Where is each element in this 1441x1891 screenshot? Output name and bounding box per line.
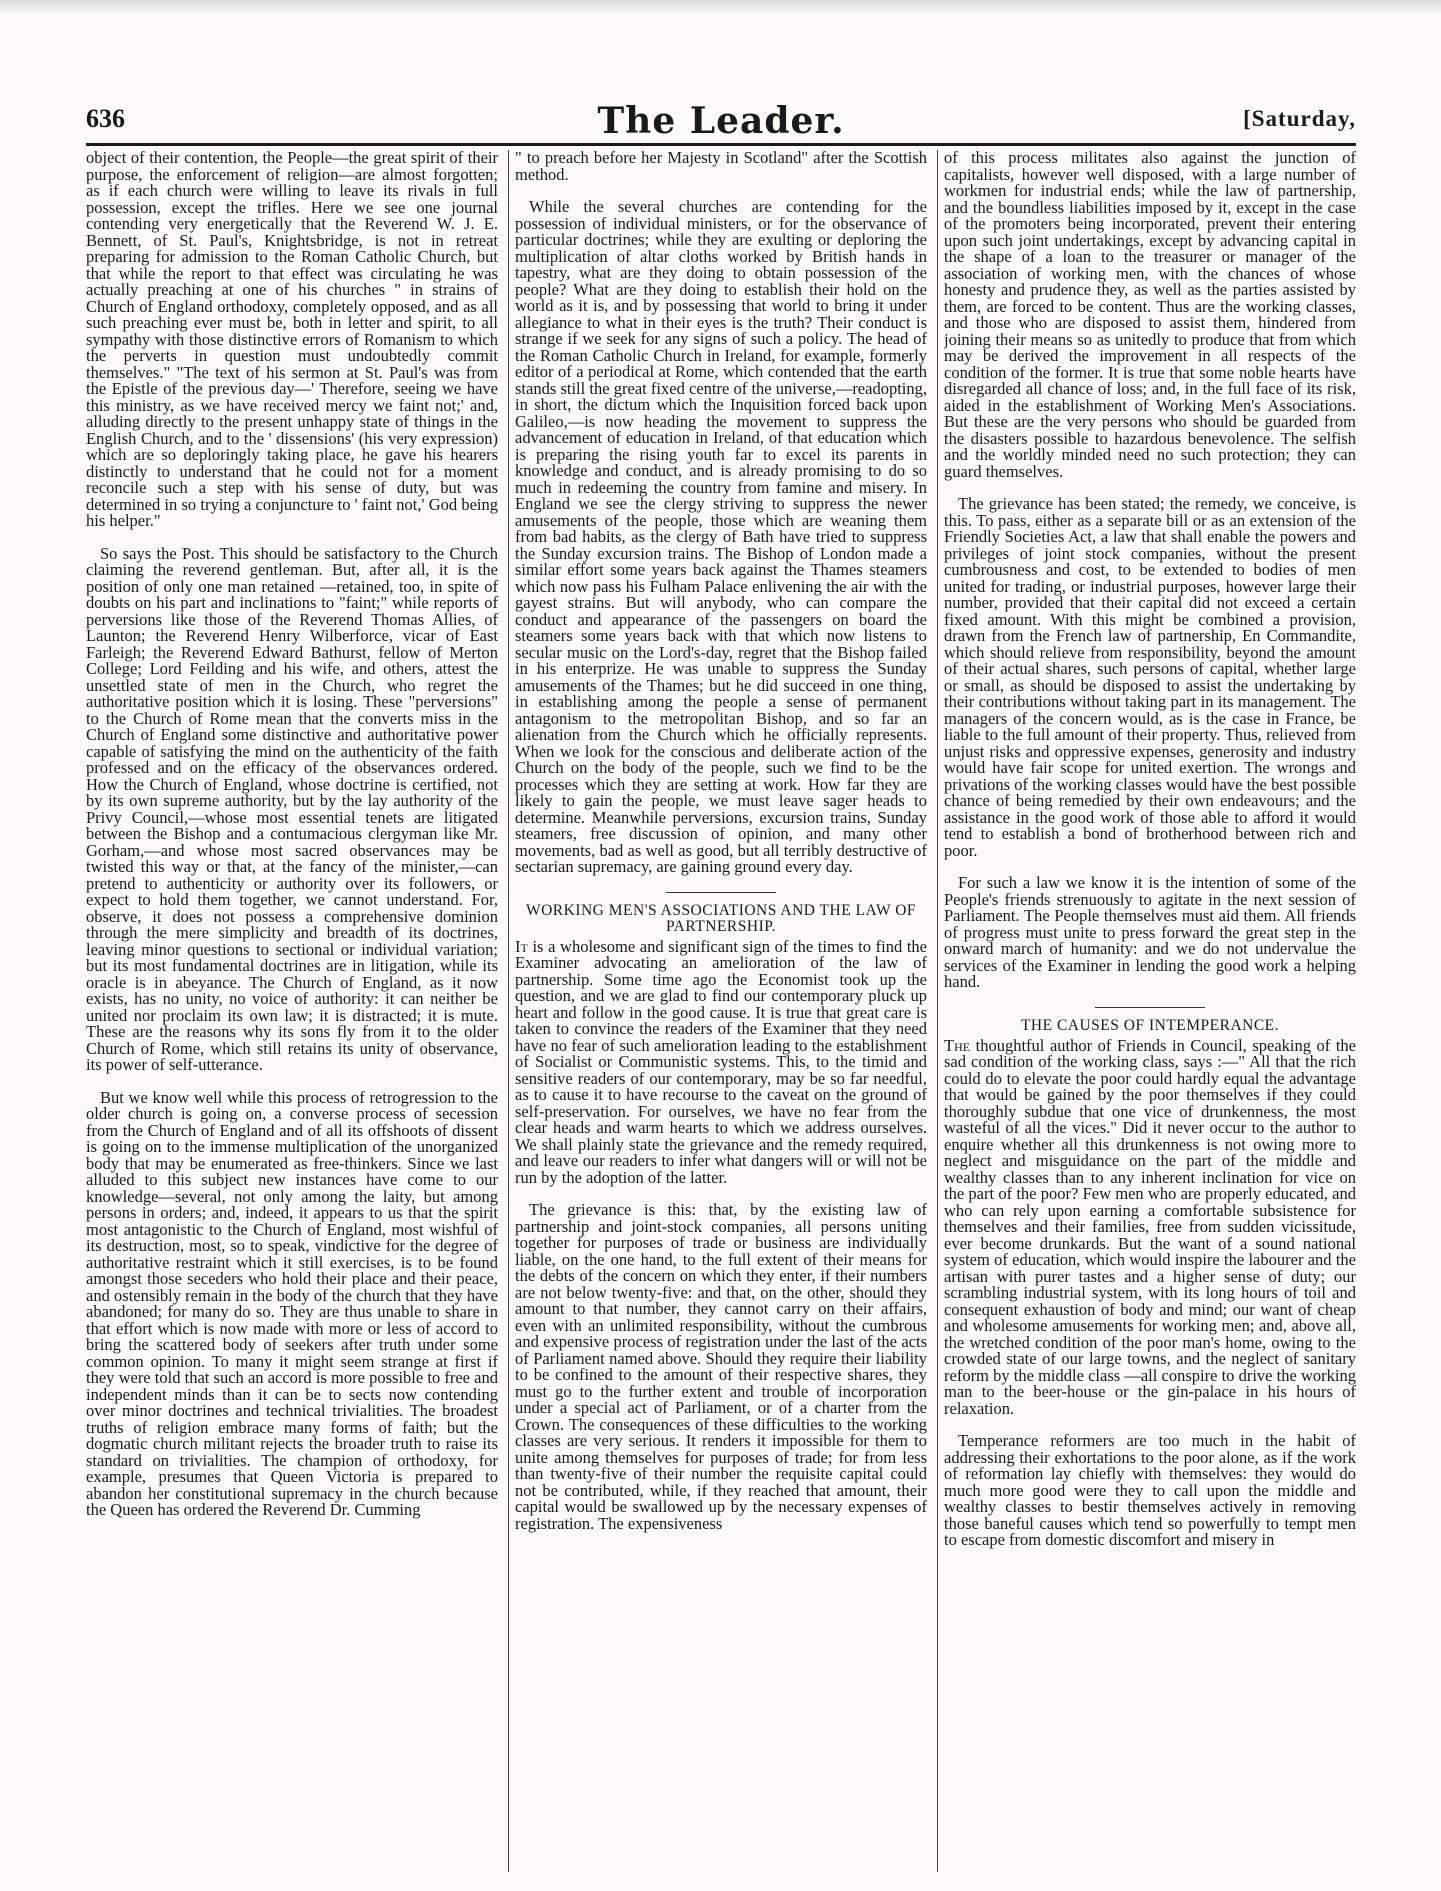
column-1	[86, 150, 498, 1872]
masthead	[86, 100, 1356, 144]
lead-word: It	[515, 936, 528, 956]
paragraph-text: is a wholesome and significant sign of the times to find the Examiner advocating an amelioration of the law of partnership. Some time ago the Economist took up the question, and we are glad to find our contemporary pluck up heart and follow in the good cause. It is true that great care is taken to convince the readers of the Examiner that they need have no fear of such amelioration leading to the establishment of Socialist or Communistic systems. This, to the timid and sensitive readers of our contemporary, may be so far needful, as to cause it to have recourse to the caveat on the ground of self-preservation. For ourselves, we have no fear from the clear heads and warm hearts to which we address ourselves. We shall plainly state the grievance and the remedy required, and leave our readers to infer what dangers will or will not be run by the adoption of the latter.	[515, 936, 927, 1187]
article-paragraph: " to preach before her Majesty in Scotland" after the Scottish method.	[515, 150, 927, 184]
article-paragraph	[944, 1035, 1356, 1418]
paragraph-text: thoughtful author of Friends in Council, speaking of the sad condition of the working class, says :—" All that the rich could do to elevate the poor could hardly equal the advantage that would be gained by the poor themselves if they could thoroughly subdue that one vice of drunkenness, the most wasteful of all the vices." Did it never occur to the author to enquire whether all this drunkenness is not owing more to neglect and misguidance on the part of the middle and wealthy classes than to any inherent inclination for vice on the part of the poor? Few men who are properly educated, and who can rely upon earning a comfortable subsistence for themselves and their families, free from sudden vicissitude, ever become drunkards. But the want of a sound national system of education, which would inspire the labourer and the artisan with purer tastes and a higher sense of duty; our scrambling industrial system, with its long hours of toil and consequent exhaustion of body and mind; our want of cheap and wholesome amusements for working men; and, above all, the wretched condition of the poor man's home, owing to the crowded state of our large towns, and the neglect of sanitary reform by the middle class —all conspire to drive the working man to the beer-house or the gin-palace in his hours of relaxation.	[944, 1035, 1356, 1418]
masthead-rule	[86, 143, 1356, 146]
article-paragraph: The grievance has been stated; the remedy, we conceive, is this. To pass, either as a separate bill or as an extension of the Friendly Societies Act, a law that shall enable the powers and privileges of joint stock companies, without the present cumbrousness and cost, to be extended to bodies of men united for trading, or industrial purposes, however large their number, provided that their capital did not exceed a certain fixed amount. With this might be combined a provision, drawn from the French law of partnership, En Commandite, which should relieve from responsibility, beyond the amount of their actual shares, such persons of capital, whether large or small, as should be disposed to assist the undertaking by their contributions without taking part in its management. The managers of the concern would, as is the case in France, be liable to the full amount of their property. Thus, relieved from unjust risks and oppressive expenses, generosity and industry would have fair scope for united exertion. The wrongs and privations of the working classes would have the best possible chance of being remedied by their own endeavours; and the assistance in the good work of those able to afford it would tend to establish a bond of brotherhood between rich and poor.	[944, 494, 1356, 860]
scan-edge-smudge	[0, 0, 1441, 16]
article-paragraph: But we know well while this process of retrogression to the older church is going on, a converse process of secession from the Church of England and of all its offshoots of dissent is going on to the immense multiplication of the unorganized body that may be enumerated as free-thinkers. Since we last alluded to this subject new instances have come to our knowledge—several, not only among the laity, but among persons in orders; and, indeed, it appears to us that the spirit most antagonistic to the Church of England, most wishful of its destruction, most, so to speak, vindictive for the degree of authoritative restraint which it still exercises, is to be found amongst those seceders who hold their place and their peace, and ostensibly remain in the body of the church that they have abandoned; for many do so. They are thus unable to share in that effort which is now made with more or less of accord to bring the scattered body of seekers after truth under some common opinion. To many it might seem strange at first if they were told that such an accord is more possible to free and independent minds than it can be to sects now contending over minor doctrines and technical trivialities. The broadest truths of religion embrace many forms of faith; but the dogmatic church militant rejects the broader truth to raise its standard on trivialities. The champion of orthodoxy, for example, presumes that Queen Victoria is prepared to abandon her constitutional supremacy in the church because the Queen has ordered the Reverend Dr. Cumming	[86, 1087, 498, 1519]
article-heading-partnership: WORKING MEN'S ASSOCIATIONS AND THE LAW OF PARTNERSHIP.	[525, 901, 917, 935]
article-paragraph: While the several churches are contending for the possession of individual ministers, or for the observance of particular doctrines; while they are exulting or deploring the multiplication of altar cloths worked by British hands in tapestry, what are they doing to obtain possession of the people? What are they doing to establish their hold on the world as it is, and by possessing that world to bring it under allegiance to what in their eyes is the truth? Their conduct is strange if we seek for any signs of such a policy. The head of the Roman Catholic Church in Ireland, for example, formerly editor of a periodical at Rome, which contended that the earth stands still the great fixed centre of the universe,—readopting, in short, the dictum which the Inquisition forced back upon Galileo,—is now heading the movement to suppress the advancement of education in Ireland, of that education which is preparing the rising youth far to excel its parents in knowledge and conduct, and is already promising to do so much in redeeming the country from famine and misery. In England we see the clergy striving to suppress the newer amusements of the people, those which are weaning them from bad habits, as the clergy of Bath have tried to suppress the Sunday excursion trains. The Bishop of London made a similar effort some years back against the Thames steamers which now pass his Fulham Palace enlivening the air with the gayest strains. But will anybody, who can compare the conduct and appearance of the passengers on board the steamers some years back with that which now listens to secular music on the Lord's-day, regret that the Bishop failed in his enterprize. He was unable to suppress the Sunday amusements of the Thames; but he did succeed in one thing, in establishing among the people a sense of permanent antagonism to the metropolitan Bishop, and so far an alienation from the Church which he officially represents. When we look for the conscious and deliberate action of the Church on the body of the people, such we find to be the processes which they are setting at work. How far they are likely to gain the people, we must leave sager heads to determine. Meanwhile perversions, excursion trains, Sunday steamers, free discussion of opinion, and many other movements, bad as well as good, but all terribly destructive of sectarian supremacy, are gaining ground every day.	[515, 197, 927, 876]
issue-day: [Saturday,	[1243, 106, 1356, 131]
article-paragraph: So says the Post. This should be satisfactory to the Church claiming the reverend gentleman. But, after all, it is the position of only one man retained —retained, too, in spite of doubts on his part and inclinations to "faint;" while reports of perversions like those of the Reverend Thomas Allies, of Launton; the Reverend Henry Wilberforce, vicar of East Farleigh; the Reverend Edward Bathurst, fellow of Merton College; Lord Feilding and his wife, and others, attest the unsettled state of men in the Church, who regret the authoritative position which it is losing. These "perversions" to the Church of Rome mean that the converts miss in the Church of England some distinctive and authoritative power capable of satisfying the mind on the authenticity of the faith professed and on the efficacy of the observances ordered. How the Church of England, whose doctrine is certified, not by its own supreme authority, but by the lay authority of the Privy Council,—whose most essential tenets are litigated between the Bishop and a contumacious clergyman like Mr. Gorham,—and whose most sacred observances may be twisted this way or that, at the fancy of the minister,—can pretend to authenticity or authority over its followers, or expect to hold them together, we cannot understand. For, observe, it does not possess a comprehensive dominion through the mere simplicity and breadth of its doctrines, leaving minor questions to sectional or individual variation; but its most fundamental doctrines are in litigation, while its oracle is in abeyance. The Church of England, as it now exists, has no unity, no voice of authority: it can neither be united nor proclaim its own law; it is distracted; it is mute. These are the reasons why its sons fly from it to the older Church of Rome, which still retains its unity of observance, its power of self-utterance.	[86, 543, 498, 1074]
column-divider	[508, 150, 509, 1872]
column-divider	[937, 150, 938, 1872]
article-paragraph	[515, 936, 927, 1187]
article-heading-intemperance: THE CAUSES OF INTEMPERANCE.	[1020, 1016, 1280, 1034]
article-paragraph: The grievance is this: that, by the existing law of partnership and joint-stock companies, all persons uniting together for purposes of trade or business are individually liable, on the one hand, to the full extent of their means for the debts of the concern on which they enter, if their numbers are not below twenty-five: and that, on the other, should they amount to that number, they cannot carry on their affairs, even with an unlimited responsibility, without the cumbrous and expensive process of registration under the last of the acts of Parliament named above. Should they require their liability to be confined to the amount of their respective shares, they must go to the further extent and trouble of incorporation under a special act of Parliament, or of a charter from the Crown. The consequences of these difficulties to the working classes are very serious. It renders it impossible for them to unite among themselves for purposes of trade; for from less than twenty-five of their number the requisite capital could not be contributed, while, if they reached that amount, their capital would be swallowed up by the necessary expenses of registration. The expensiveness	[515, 1200, 927, 1533]
article-paragraph: For such a law we know it is the intention of some of the People's friends strenuously to agitate in the next session of Parliament. The People themselves must aid them. All friends of progress must unite to press forward the great step in the onward march of humanity: and we do not undervalue the services of the Examiner in lending the good work a helping hand.	[944, 873, 1356, 991]
lead-word: The	[944, 1035, 971, 1055]
section-divider	[666, 892, 776, 893]
article-paragraph: object of their contention, the People—the great spirit of their purpose, the enforcement of religion—are almost forgotten; as if each church were willing to leave its rivals in full possession, except the trifles. Here we see one journal contending very energetically that the Reverend W. J. E. Bennett, of St. Paul's, Knightsbridge, is not in retreat preparing for admission to the Roman Catholic Church, but that while the report to that effect was circulating he was actually preaching at one of his churches " in strains of Church of England orthodoxy, completely opposed, and as all such preaching ever must be, both in letter and spirit, to all sympathy with those distinctive errors of Romanism to which the perverts in question must undoubtedly commit themselves." "The text of his sermon at St. Paul's was from the Epistle of the previous day—' Therefore, seeing we have this ministry, as we have received mercy we faint not;' and, alluding directly to the present unhappy state of things in the English Church, and to the ' dissensions' (his very expression) which are so deploringly taking place, he gave his hearers distinctly to understand that he could not for a moment reconcile such a step with his sense of duty, but was determined in so trying a conjuncture to ' faint not,' God being his helper."	[86, 150, 498, 530]
newspaper-title: The Leader.	[597, 100, 845, 142]
page-number: 636	[86, 104, 125, 133]
section-divider	[1095, 1007, 1205, 1008]
column-2	[515, 150, 927, 1872]
article-paragraph: Temperance reformers are too much in the habit of addressing their exhortations to the poor alone, as if the work of reformation lay chiefly with themselves: they would do much more good were they to call upon the middle and wealthy classes to bestir themselves actively in removing those baneful causes which tend so powerfully to tempt men to escape from domestic discomfort and misery in	[944, 1431, 1356, 1549]
column-3	[944, 150, 1356, 1872]
article-paragraph: of this process militates also against the junction of capitalists, however well disposed, with a large number of workmen for industrial ends; while the law of partnership, and the boundless liabilities imposed by it, except in the case of the promoters being incorporated, prevent their entering upon such joint undertakings, except by advancing capital in the shape of a loan to the treasurer or manager of the association of working men, with the chances of whose honesty and prudence they, as well as the parties assisted by them, are forced to be content. Thus are the working classes, and those who are disposed to assist them, hindered from joining their means so as unitedly to produce that from which may be derived the improvement in all respects of the condition of the former. It is true that some noble hearts have disregarded all chance of loss; and, in the full face of its risk, aided in the establishment of Working Men's Associations. But these are the very persons who should be guarded from the disasters possible to hazardous benevolence. The selfish and the worldly minded need no such protection; they can guard themselves.	[944, 150, 1356, 481]
